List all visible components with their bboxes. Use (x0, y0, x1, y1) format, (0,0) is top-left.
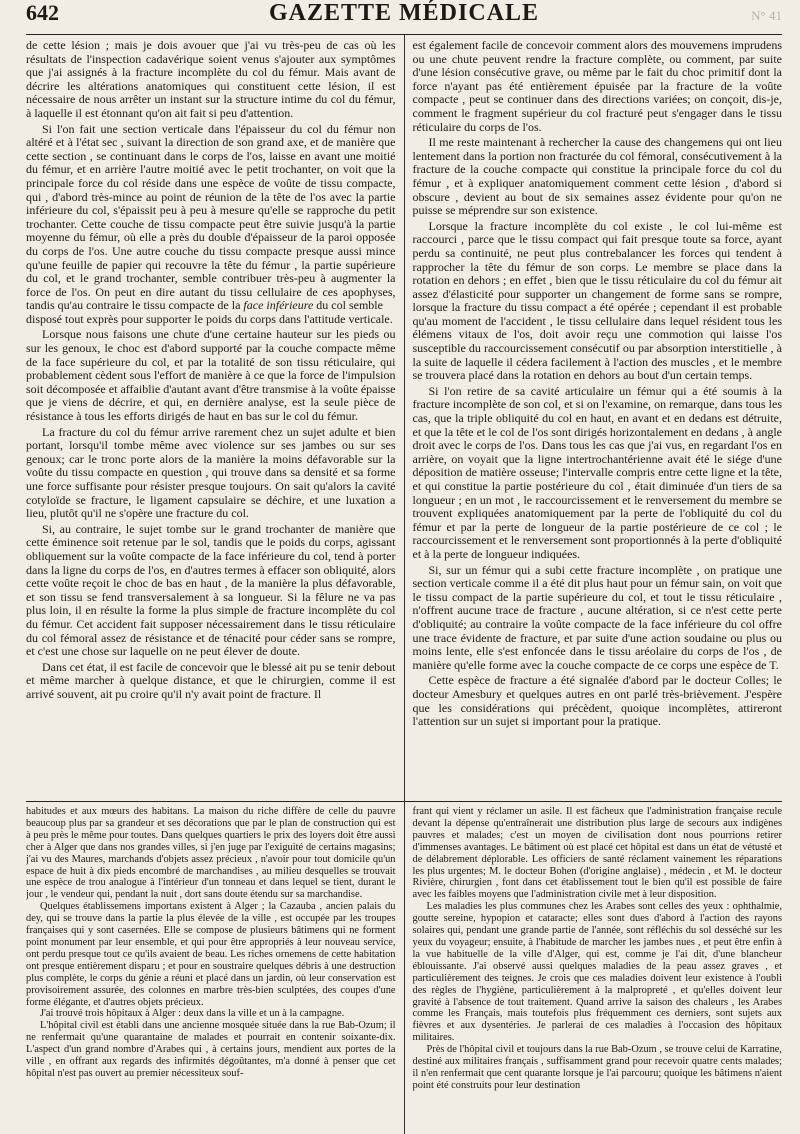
article-column-right (405, 35, 783, 801)
paragraph: est également facile de concevoir comment alors des mouvemens imprudens ou une chute peuvent rendre la fracture complète, ou comment, par suite d'une lésion consécutive grave, ou même par le fait du choc primitif dont la force n'ayant pas été entièrement épuisée par la fracture de la voûte compacte , peut se continuer dans des directions variées; on conçoit, dis-je, comment le fragment supérieur du col fracturé peut s'engager dans le tissu réticulaire du corps de l'os. (412, 38, 782, 134)
feuilleton (26, 802, 782, 1134)
paragraph: Quelques établissemens importans existent à Alger ; la Cazauba , ancien palais du dey, qui se trouve dans la partie la plus élevée de la ville , est occupée par les troupes françaises qui y sont casernées. Elle se compose de plusieurs bâtimens qui ne forment point monument par leur ensemble, et qui pour être appropriés à leur nouveau service, ont perdu presque tout ce qu'ils avaient de beau. Les riches ornemens de cette habitation ont presque entièrement disparu ; et pour en soustraire quelques débris à une destruction plus complète, le corps du génie a réuni et placé dans un jardin, où leur conservation est provisoirement assurée, des colonnes en marbre très-bien sculptées, des coupes d'une forme élégante, et d'autres objets précieux. (26, 901, 396, 1008)
paragraph: Lorsque la fracture incomplète du col existe , le col lui-même est raccourci , parce que le tissu compact qui fait presque toute sa force, ayant perdu sa continuité, ne peut plus contrebalancer les forces qui tendent à rapprocher la tête du fémur de son corps. Le membre se place dans la rotation en dehors ; en effet , bien que le tissu réticulaire du col du fémur ait assez d'élasticité pour supporter un changement de forme sans se rompre, lorsque la fracture du tissu compact a été opérée ; cependant il est probable qu'au moment de l'accident , le tissu cellulaire dans lequel résident tous les élémens vitaux de l'os, doit avoir reçu une commotion qui laisse l'os susceptible du raccourcissement consécutif ou par absorption interstitielle , à la suite de laquelle il cédera facilement à l'action des muscles , et le membre se trouvera placé dans la rotation en dehors au bout d'un certain temps. (412, 218, 782, 383)
paragraph: La fracture du col du fémur arrive rarement chez un sujet adulte et bien portant, lorsqu'il tombe même avec violence sur ses jambes ou sur ses genoux; car le tronc porte alors de la manière la moins défavorable sur la voûte du tissu compacte en question , qui trouve dans sa densité et sa forme une force suffisante pour résister presque toujours. On sait qu'alors la cavité cotyloïde se fracture, le ligament capsulaire se déchire, et une luxation a lieu, plutôt qu'il ne s'opère une fracture du col. (26, 424, 396, 521)
page-header (26, 0, 782, 35)
feuilleton-column-right (405, 802, 783, 1134)
journal-title: GAZETTE MÉDICALE (268, 0, 540, 26)
article-column-left (26, 35, 405, 801)
paragraph: Si l'on retire de sa cavité articulaire un fémur qui a été soumis à la fracture incomplète de son col, et si on l'examine, on remarque, dans tous les cas, que la triple obliquité du col en haut, en avant et en dedans est détruite, et que la tête et le col de l'os sont dirigés horizontalement en dedans , à angle droit avec le corps de l'os. Dans tous les cas que j'ai vus, en regardant l'os en arrière, on voyait que la ligne intertrochantérienne avait été le siége d'une déposition de matière osseuse; l'intervalle compris entre cette ligne et la tête, et qui constitue la partie postérieure du col , était diminuée d'un tiers de sa longueur ; en un mot , le raccourcissement et le renversement du membre se trouvent expliquées anatomiquement par la perte de l'obliquité du col du fémur et par la perte de longueur de la partie postérieure de ce col ; le raccourcissement et le renversement sont proportionnés à la perte d'obliquité et à la perte de longueur indiquées. (412, 383, 782, 561)
paragraph: L'hôpital civil est établi dans une ancienne mosquée située dans la rue Bab-Ozum; il ne renfermait qu'une quarantaine de malades et pourrait en contenir soixante-dix. L'aspect d'un grand nombre d'Arabes qui , à certains jours, mendient aux portes de la ville , en offrant aux regards des infirmités dégoûtantes, m'a donné à penser que cet hôpital n'est pas ouvert au premier nécessiteux souf- (26, 1020, 396, 1079)
paragraph: habitudes et aux mœurs des habitans. La maison du riche diffère de celle du pauvre beaucoup plus par sa grandeur et ses décorations que par le plan de construction qui est à peu près le même pour toutes. Dans quelques quartiers le prix des loyers doit être aussi cher à Alger que dans nos grandes villes, si j'en juge par l'exiguité de certains magasins; j'ai vu des Maures, marchands d'objets assez précieux , n'avoir pour tout domicile qu'un espace de huit à dix pieds encombré de marchandises , au milieu desquelles se trouvait une espèce de trou analogue à l'intérieur d'un tonneau et dans lequel se tient, durant le jour , le vendeur qui, pendant la nuit , dort sans doute étendu sur sa marchandise. (26, 806, 396, 901)
paragraph: de cette lésion ; mais je dois avouer que j'ai vu très-peu de cas où les résultats de l'inspection cadavérique soient venus s'ajouter aux symptômes que j'ai assignés à la fracture incomplète du col du fémur. Mais avant de décrire les altérations anatomiques qui constituent cette lésion, il est nécessaire de nous arrêter un instant sur la structure intime du col du fémur, à laquelle il est étonnant qu'on ait fait si peu d'attention. (26, 38, 396, 120)
paragraph: Cette espèce de fracture a été signalée d'abord par le docteur Colles; le docteur Amesbury et quelques autres en ont parlé très-brièvement. J'espère que les considérations qui précèdent, quoique incomplètes, attireront l'attention sur un sujet si important pour la pratique. (412, 673, 782, 729)
paragraph: Les maladies les plus communes chez les Arabes sont celles des yeux : ophthalmie, goutte sereine, hypopion et cataracte; elles sont dues d'abord à l'action des rayons solaires qui, pendant une grande partie de l'année, sont réfléchis du sol desséché sur les yeux du voyageur; ensuite, à l'habitude de marcher les jambes nues , et peut être enfin à la vue habituelle de la ville d'Alger, qui est, comme je l'ai dit, d'une blancheur éblouissante. J'ai observé aussi quelques maladies de la peau assez graves , et particulièrement des teignes. Je crois que ces maladies doivent leur existence à l'oubli des règles de l'hygiène, particulièrement à la malpropreté , et qu'elles doivent leur gravité à l'absence de tout traitement. Quand arrive la saison des chaleurs , les Arabes comme les Français, mais toutefois plus fréquemment ces derniers, sont sujets aux fièvres et aux dysentéries. Je parlerai de ces maladies à l'occasion des hôpitaux militaires. (412, 901, 782, 1044)
page-number: 642 (26, 0, 59, 25)
emphasis: face inférieure (243, 298, 314, 313)
paragraph: disposé tout exprès pour supporter le poids du corps dans l'attitude verticale. (26, 311, 393, 326)
paragraph: frant qui vient y réclamer un asile. Il est fâcheux que l'administration française recule devant la dépense qu'entraînerait une distribution plus large de secours aux indigènes pauvres et malades; c'est un moyen de civilisation dont nous pourrions retirer d'immenses avantages. Le bâtiment où est placé cet hôpital est dans un état de vétusté et de délabrement déplorable. Les officiers de santé réclament vainement les réparations les plus urgentes; M. le docteur Bohen (d'origine anglaise) , médecin , et M. le docteur Rivière, chirurgien , font dans cet établissement tout le bien qu'il est possible de faire avec les faibles moyens que l'administration civile met à leur disposition. (412, 806, 782, 901)
paragraph: Si, sur un fémur qui a subi cette fracture incomplète , on pratique une section verticale comme il a été dit plus haut pour un fémur sain, on voit que le tissu compact de la partie supérieure du col, et tout le tissu réticulaire , n'offrent aucune trace de fracture , aucune altération, si ce n'est cette perte d'obliquité; au contraire la voûte compacte de la face inférieure du col offre une trace évidente de fracture, et par suite d'une action soudaine ou plus ou moins lente, elle s'est enfoncée dans le tissu aréolaire du corps de l'os , de manière qu'elle forme avec la couche compacte de ce corps une espèce de T. (412, 562, 782, 672)
feuilleton-column-left (26, 802, 405, 1134)
paragraph: Près de l'hôpital civil et toujours dans la rue Bab-Ozum , se trouve celui de Karratine, destiné aux militaires français , suffisamment grand pour recevoir quatre cents malades; il n'en renfermait que cent quarante lorsque je l'ai parcouru; quoique les bâtimens n'aient point été construits pour leur destination (412, 1044, 782, 1091)
paragraph: Lorsque nous faisons une chute d'une certaine hauteur sur les pieds ou sur les genoux, le choc est d'abord supporté par la couche compacte même de la face supérieure du col, et par la totalité de son tissu réticulaire, qui probablement cèdent sous l'effort de manière à ce que la force de l'impulsion soit décomposée et affaiblie d'autant avant d'être transmise à la voûte épaisse que je viens de décrire, et qui, en dernière analyse, est la seule pièce de résistance à tous les efforts dirigés de haut en bas sur le col du fémur. (26, 327, 396, 424)
paragraph: Dans cet état, il est facile de concevoir que le blessé ait pu se tenir debout et même marcher à quelque distance, et que le chirurgien, comme il est arrivé souvent, ait pu croire qu'il n'y avait point de fracture. Il (26, 659, 396, 701)
paragraph: Si l'on fait une section verticale dans l'épaisseur du col du fémur non altéré et à l'état sec , suivant la direction de son grand axe, et de manière que cette section , se continuant dans le corps de l'os, laisse en avant une moitié du fémur, et en arrière l'autre moitié avec le petit trochanter, on voit que la principale force du col réside dans une espèce de voûte de tissu compacte, qui , d'abord très-mince au point de réunion de la tête de l'os avec la partie inférieure du col, s'épaissit peu à peu à mesure qu'elle se rapproche du petit trochanter. Cette couche de tissu compacte peut être suivie jusqu'à la partie moyenne du fémur, où elle a près du double d'épaisseur de la paroi opposée du corps de l'os. Une autre couche du tissu compacte presque aussi mince qu'une feuille de papier qui recouvre la tête du fémur , la partie supérieure du col, et le grand trochanter, semble contribuer très-peu à augmenter la force de l'os. On peut en dire autant du tissu cellulaire de ces apophyses, tandis qu'au contraire le tissu compacte de la face inférieure du col semble (26, 121, 396, 313)
issue-number: N° 41 (751, 8, 782, 23)
paragraph: J'ai trouvé trois hôpitaux à Alger : deux dans la ville et un à la campagne. (40, 1008, 345, 1020)
article-body (26, 35, 782, 802)
paragraph: Si, au contraire, le sujet tombe sur le grand trochanter de manière que cette éminence soit retenue par le sol, tandis que le poids du corps, agissant obliquement sur la voûte compacte de la face inférieure du col, tend à porter dans la ligne du corps de l'os, en d'autres termes à effacer son obliquité, alors cette voûte reçoit le choc de bas en haut , de la manière la plus défavorable, et son tissu se fend transversalement à sa longueur. Si la fêlure ne va pas plus loin, il en résulte la forme la plus simple de fracture incomplète du col du fémur. Cet accident fait supposer nécessairement dans le tissu réticulaire du col fémoral assez de résistance et de ténacité pour céder sans se rompre, et c'est une chose sur laquelle on ne peut élever de doute. (26, 521, 396, 659)
paragraph: Il me reste maintenant à rechercher la cause des changemens qui ont lieu lentement dans la portion non fracturée du col fémoral, consécutivement à la fracture de la couche compacte qui constitue la principale force du col du fémur , et à expliquer anatomiquement comment cette lésion , d'abord si obscure , devient au bout de six semaines assez évidente pour qu'on ne puisse se méprendre sur son existence. (412, 135, 782, 218)
